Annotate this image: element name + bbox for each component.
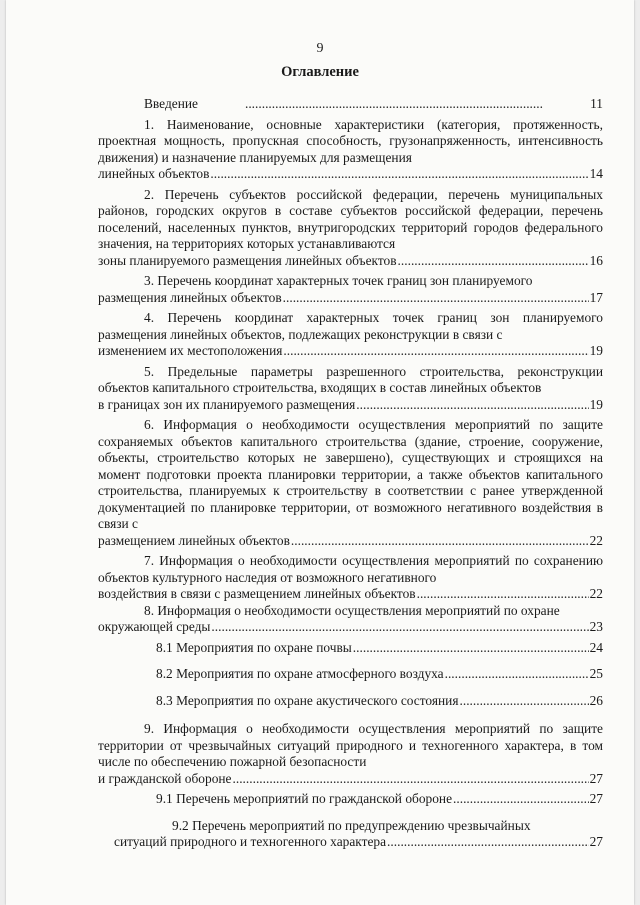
toc-entry-7[interactable]: 7. Информация о необходимости осуществления мероприятий по сохранению объектов культурного наследия от возможного негативного воздействия в связи с размещением линейных объектов ..... 22: [98, 553, 603, 603]
toc-page-number: 27: [589, 791, 603, 806]
toc-entry-intro[interactable]: Введение ..... 11: [98, 96, 603, 113]
toc-entry-8-1[interactable]: 8.1 Мероприятия по охране почвы ..... 24: [98, 640, 603, 657]
toc-entry-8-2[interactable]: 8.2 Мероприятия по охране атмосферного воздуха ..... 25: [98, 666, 603, 683]
toc-entry-8-3[interactable]: 8.3 Мероприятия по охране акустического состояния ..... 26: [98, 693, 603, 710]
toc-page-number: 14: [589, 166, 603, 181]
toc-entry-1[interactable]: 1. Наименование, основные характеристики (категория, протяженность, проектная мощность, пропускная способность, грузонапряженность, интенсивность движения) и назначение планируемых для размещения линейных объектов ..... 14: [98, 117, 603, 183]
toc-entry-4[interactable]: 4. Перечень координат характерных точек границ зон планируемого размещения линейных объектов, подлежащих реконструкции в связи с изменением их местоположения ..... 19: [98, 310, 603, 360]
toc-page-number: 25: [589, 666, 603, 681]
toc-page-number: 27: [589, 834, 603, 849]
toc-page-number: 19: [589, 343, 603, 358]
table-of-contents: [98, 96, 603, 851]
toc-entry-9-2[interactable]: 9.2 Перечень мероприятий по предупреждению чрезвычайных ситуаций природного и техногенного характера ..... 27: [98, 818, 603, 851]
toc-entry-9-1[interactable]: 9.1 Перечень мероприятий по гражданской обороне ..... 27: [98, 791, 603, 808]
toc-page-number: 24: [589, 639, 603, 655]
toc-page-number: 27: [589, 770, 603, 786]
toc-entry-6[interactable]: 6. Информация о необходимости осуществления мероприятий по защите сохраняемых объектов капитального строительства (здание, строение, сооружение, объекты, строительство которых не завершено), существующих и строящихся на момент подготовки проекта планировки территории, а также объектов капитального строительства, планируемых к строительству в соответствии с ранее утвержденной документацией по планировке территории, от возможного негативного воздействия в связи с размещением линейных объектов ..... 22: [98, 417, 603, 549]
toc-page-number: 17: [589, 289, 603, 305]
toc-entry-8[interactable]: 8. Информация о необходимости осуществления мероприятий по охране окружающей среды ..... 23: [98, 603, 603, 636]
toc-page-number: 22: [589, 532, 603, 548]
toc-page-number: 22: [589, 586, 603, 601]
toc-page-number: 26: [589, 692, 603, 708]
toc-page-number: 11: [590, 96, 603, 111]
toc-page-number: 16: [589, 252, 603, 268]
toc-entry-5[interactable]: 5. Предельные параметры разрешенного строительства, реконструкции объектов капитального строительства, входящих в состав линейных объектов в границах зон их планируемого размещения ..... 19: [98, 364, 603, 414]
toc-page-number: 19: [589, 396, 603, 412]
toc-entry-9[interactable]: 9. Информация о необходимости осуществления мероприятий по защите территории от чрезвычайных ситуаций природного и техногенного характера, в том числе по обеспечению пожарной безопасности и гражданской обороне ..... 27: [98, 721, 603, 787]
page-number: 9: [316, 41, 324, 56]
document-page: [6, 0, 634, 905]
toc-entry-3[interactable]: 3. Перечень координат характерных точек границ зон планируемого размещения линейных объектов ..... 17: [98, 273, 603, 306]
toc-title: Оглавление: [281, 64, 359, 80]
toc-entry-2[interactable]: 2. Перечень субъектов российской федерации, перечень муниципальных районов, городских округов в составе субъектов российской федерации, перечень поселений, населенных пунктов, внутригородских территорий городов федерального значения, на территориях которых устанавливаются зоны планируемого размещения линейных объектов ..... 16: [98, 187, 603, 270]
toc-page-number: 23: [589, 619, 603, 634]
